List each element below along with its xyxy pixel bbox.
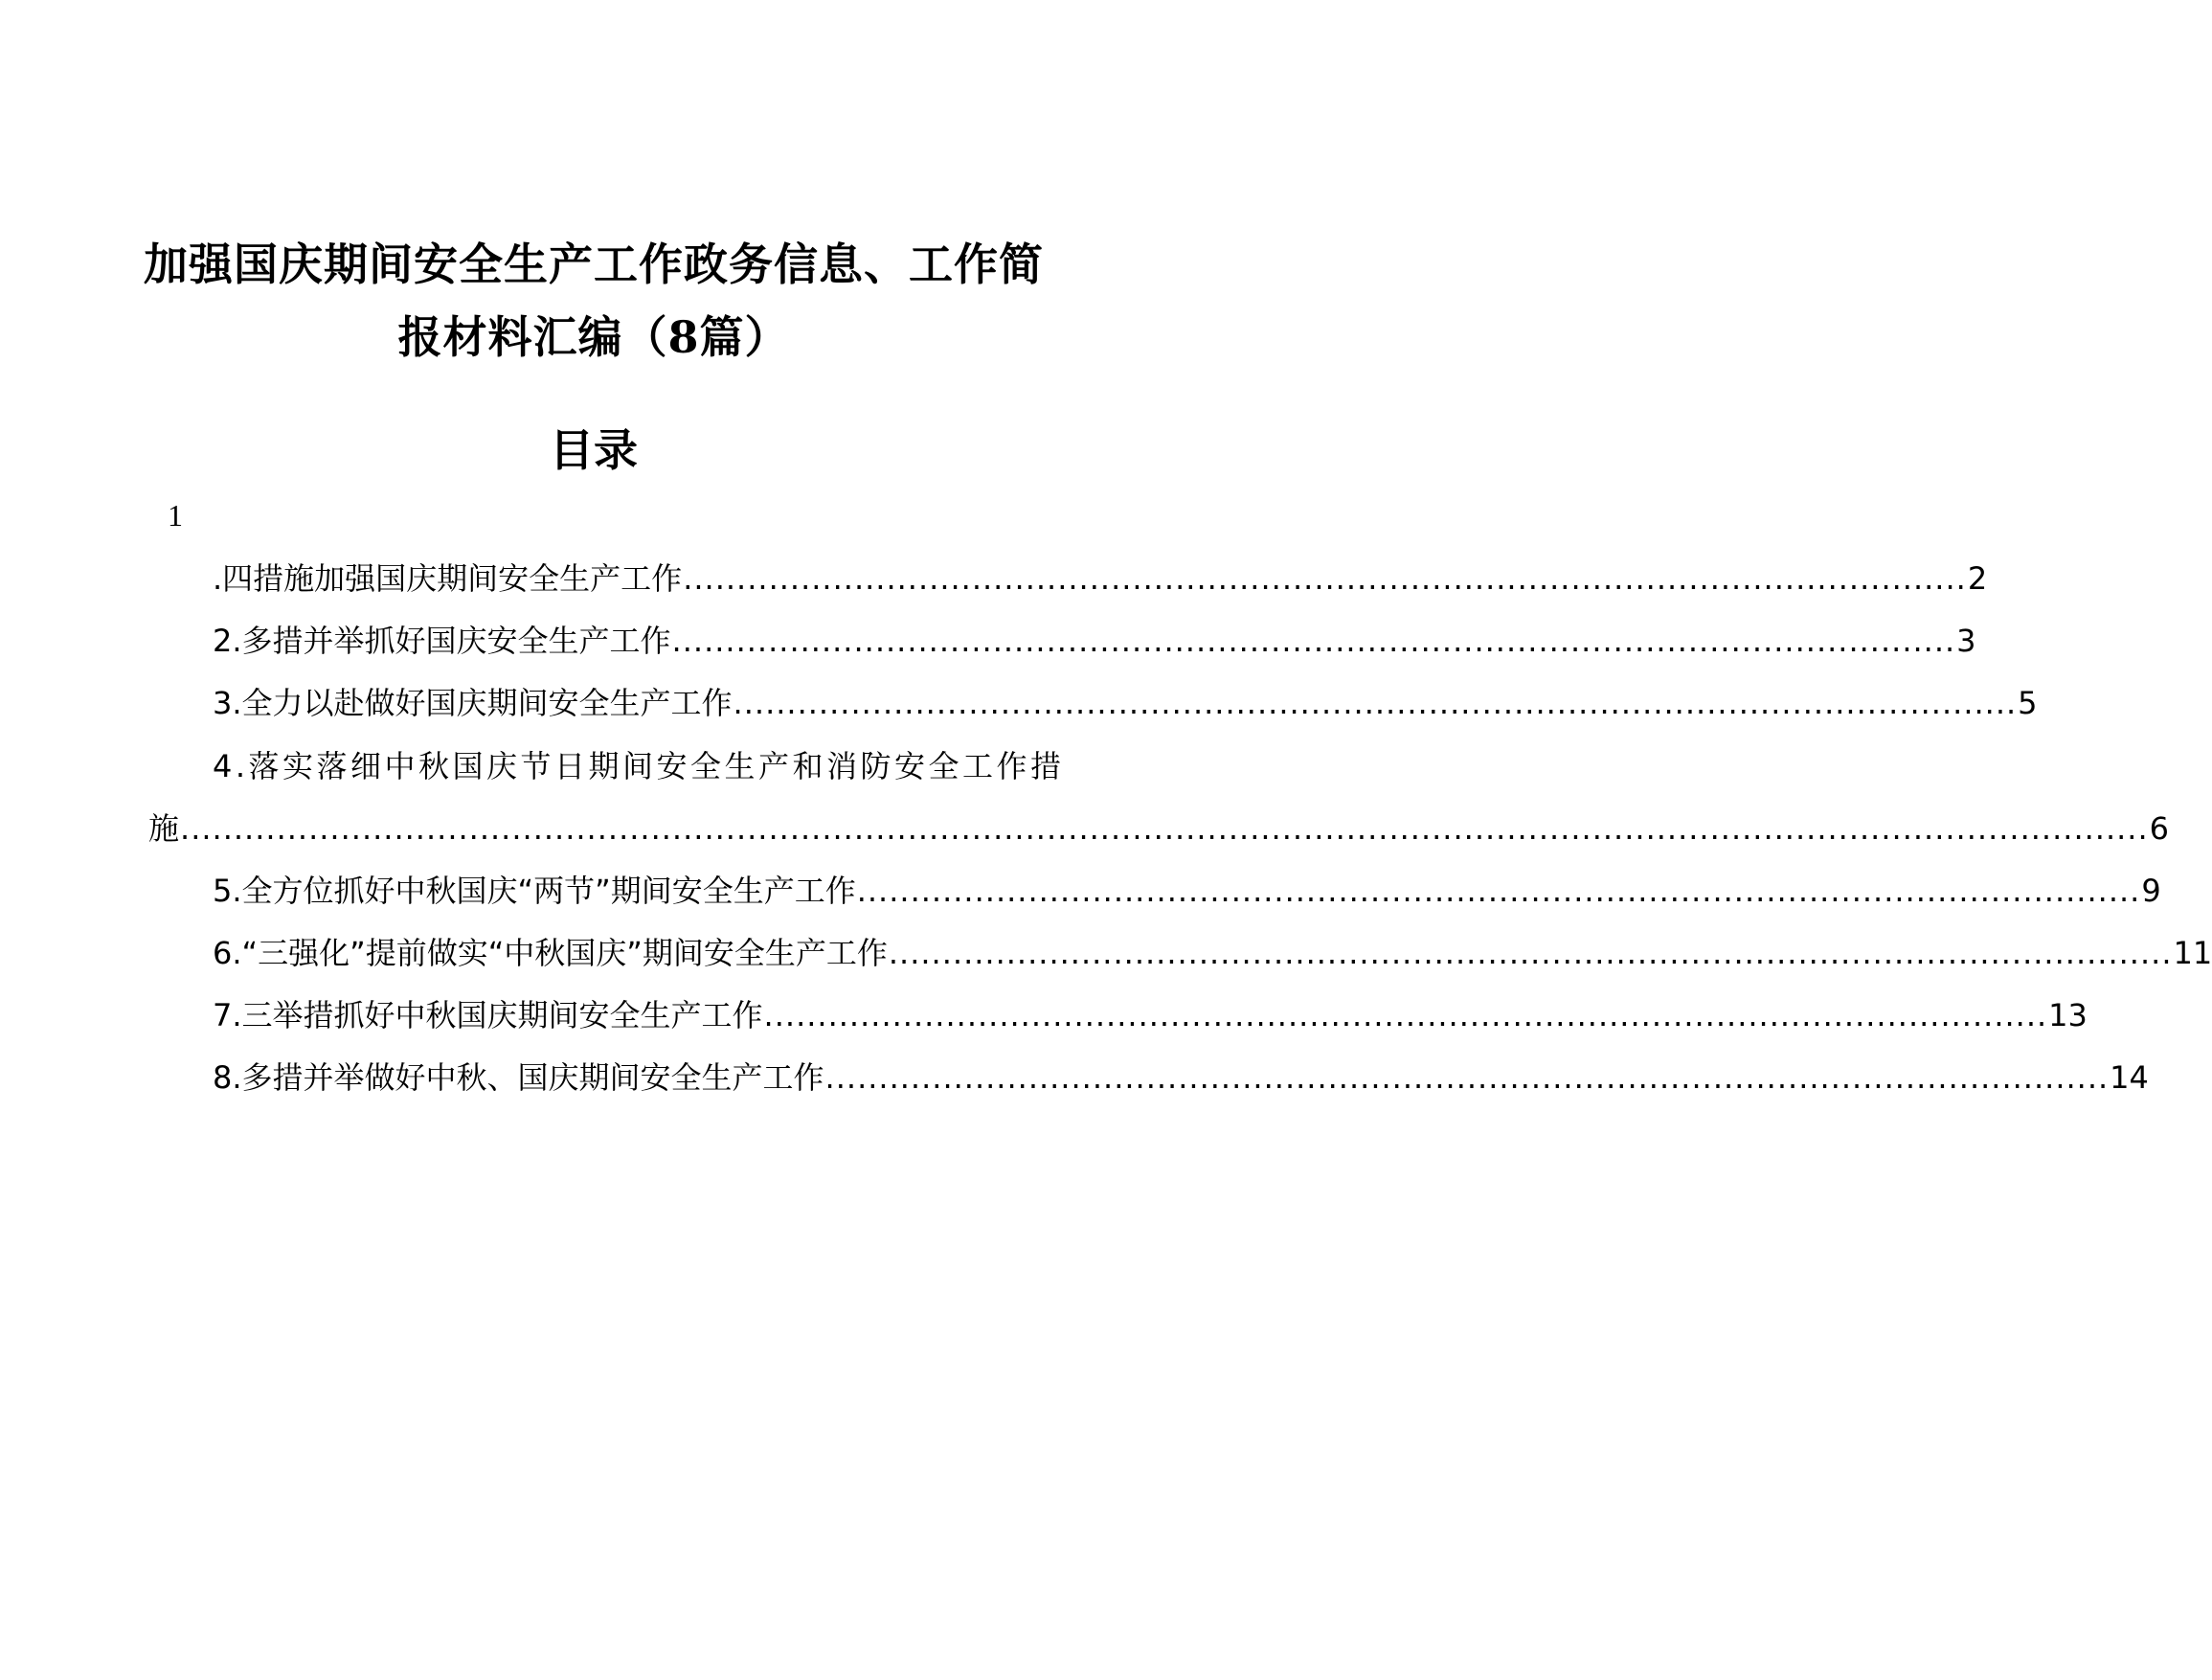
toc-entry-page: 6 <box>2149 810 2169 847</box>
toc-entry-title: .四措施加强国庆期间安全生产工作 <box>213 560 683 597</box>
toc-entry-title: 2.多措并举抓好国庆安全生产工作 <box>213 623 671 659</box>
toc-entry-title: 6.“三强化”提前做实“中秋国庆”期间安全生产工作 <box>213 935 888 971</box>
toc-dot-leader: ........................................................................................................................ <box>733 685 2018 721</box>
stray-number: 1 <box>168 498 183 533</box>
toc-heading: 目录 <box>550 424 638 476</box>
toc-entry-title: 8.多措并举做好中秋、国庆期间安全生产工作 <box>213 1059 824 1096</box>
toc-dot-leader: ........................................................................................................................ <box>671 623 1956 659</box>
toc-entry-4-line-2[interactable] <box>148 806 2169 851</box>
toc-dot-leader: ........................................................................................................................ <box>824 1059 2110 1096</box>
toc-entry-7[interactable] <box>213 992 2088 1038</box>
toc-entry-3[interactable] <box>213 680 2038 726</box>
toc-entry-title: 施 <box>148 810 180 847</box>
toc-dot-leader: ........................................................................................................................ <box>888 935 2173 971</box>
toc-entry-8[interactable] <box>213 1055 2149 1101</box>
toc-dot-leader: ........................................................................................................................ <box>683 560 1967 597</box>
toc-entry-page: 14 <box>2110 1059 2149 1096</box>
toc-entry-page: 13 <box>2048 997 2088 1033</box>
document-title <box>144 228 1044 374</box>
toc-entry-page: 3 <box>1956 623 1976 659</box>
toc-entry-4-line-1[interactable]: 4.落实落细中秋国庆节日期间安全生产和消防安全工作措 <box>213 748 1065 784</box>
toc-entry-title: 5.全方位抓好中秋国庆“两节”期间安全生产工作 <box>213 873 856 909</box>
toc-entry-page: 9 <box>2141 873 2161 909</box>
toc-entry-page: 2 <box>1967 560 1988 597</box>
toc-entry-page: 5 <box>2018 685 2038 721</box>
document-title-line-1: 加强国庆期间安全生产工作政务信息、工作简 <box>144 238 1044 290</box>
toc-entry-6[interactable] <box>213 930 2212 976</box>
toc-entry-page: 11 <box>2173 935 2212 971</box>
toc-entry-title: 3.全力以赴做好国庆期间安全生产工作 <box>213 685 733 721</box>
toc-dot-leader: ........................................................................................................................................................................................ <box>180 810 2149 847</box>
toc-entry-1[interactable] <box>213 556 1988 602</box>
toc-entry-2[interactable] <box>213 618 1976 664</box>
toc-entry-title: 7.三举措抓好中秋国庆期间安全生产工作 <box>213 997 763 1033</box>
toc-dot-leader: ........................................................................................................................ <box>856 873 2141 909</box>
document-title-line-2: 报材料汇编（8篇） <box>397 311 790 363</box>
toc-entry-5[interactable] <box>213 868 2161 914</box>
toc-dot-leader: ........................................................................................................................ <box>763 997 2048 1033</box>
